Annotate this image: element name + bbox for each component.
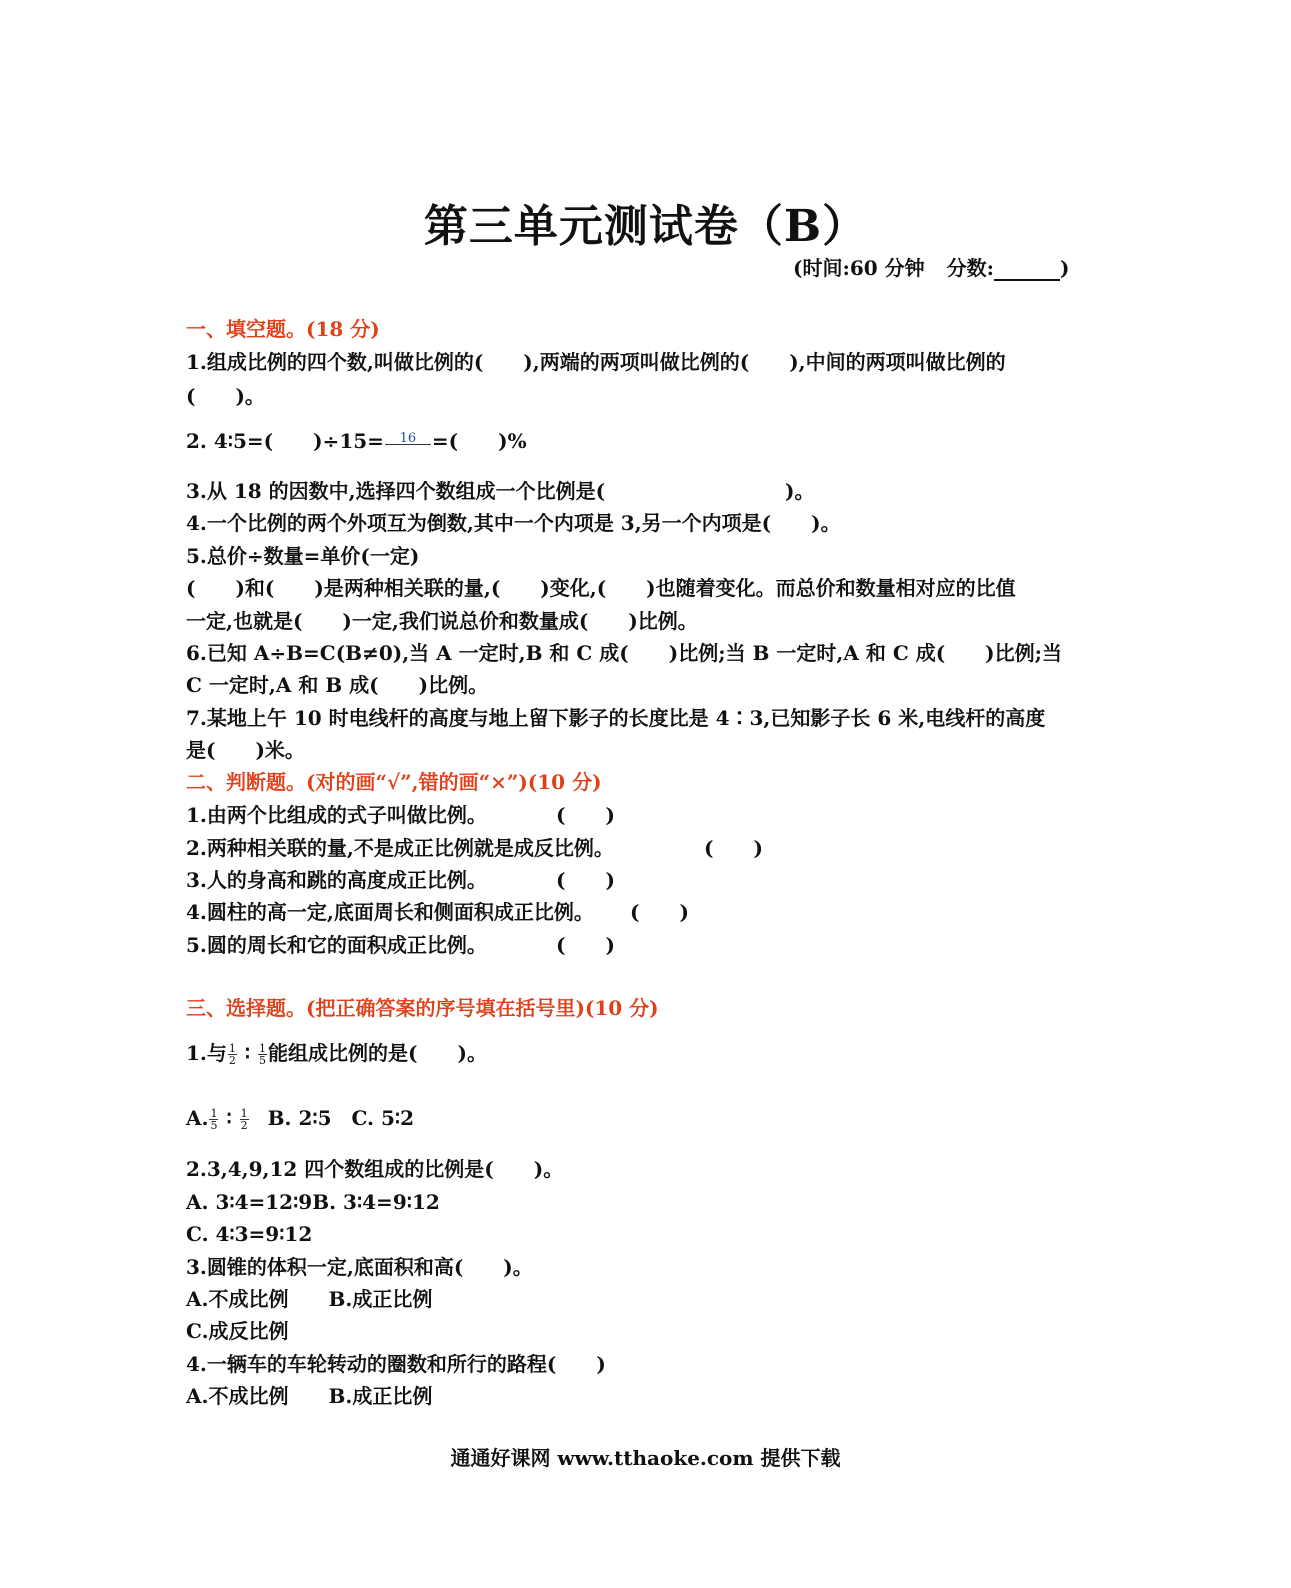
s3-q2-option-c: C. 4∶3=9∶12 (186, 1222, 313, 1246)
s2-item-4: 4.圆柱的高一定,底面周长和侧面积成正比例。 (186, 900, 594, 924)
s2-answer-4[interactable]: ( ) (630, 900, 689, 924)
s1-q2: 2. 4∶5=( )÷15= 16 =( )% (186, 429, 527, 453)
s3-q3: 3.圆锥的体积一定,底面积和高( )。 (186, 1255, 533, 1279)
exam-meta: (时间:60 分钟 分数: ) (793, 256, 1070, 280)
s1-q1-line2: ( )。 (186, 384, 265, 408)
section-2-header: 二、判断题。(对的画“√”,错的画“×”)(10 分) (186, 770, 602, 794)
s2-item-5: 5.圆的周长和它的面积成正比例。 (186, 933, 487, 957)
s3-q2: 2.3,4,9,12 四个数组成的比例是( )。 (186, 1157, 564, 1181)
time-limit: (时间:60 分钟 (793, 256, 925, 280)
fraction: $\frac{1}{5}$ (259, 1042, 267, 1067)
s1-q5-line3: 一定,也就是( )一定,我们说总价和数量成( )比例。 (186, 609, 698, 633)
s3-q3-options-ab: A.不成比例 B.成正比例 (186, 1287, 433, 1311)
section-3-header: 三、选择题。(把正确答案的序号填在括号里)(10 分) (186, 996, 659, 1020)
s2-answer-3[interactable]: ( ) (556, 868, 615, 892)
page-title: 第三单元测试卷（B） (423, 201, 868, 252)
s1-q5-line1: 5.总价÷数量=单价(一定) (186, 544, 420, 568)
s3-q2-options-ab: A. 3∶4=12∶9B. 3∶4=9∶12 (186, 1190, 440, 1214)
footer-credit: 通通好课网 www.tthaoke.com 提供下载 (450, 1446, 841, 1470)
s3-q1-options: A. $\frac{1}{5}$ ∶ $\frac{1}{2}$ B. 2∶5 C. 5∶2 (186, 1106, 415, 1132)
s1-q1-line1: 1.组成比例的四个数,叫做比例的( ),两端的两项叫做比例的( ),中间的两项叫做比例的 (186, 350, 1006, 374)
s1-q3: 3.从 18 的因数中,选择四个数组成一个比例是( )。 (186, 479, 815, 503)
s3-q4: 4.一辆车的车轮转动的圈数和所行的路程( ) (186, 1352, 606, 1376)
score-blank[interactable] (994, 261, 1060, 281)
s2-item-3: 3.人的身高和跳的高度成正比例。 (186, 868, 487, 892)
s2-answer-2[interactable]: ( ) (704, 836, 763, 860)
fraction: $\frac{1}{2}$ (240, 1107, 248, 1132)
s3-q3-option-c: C.成反比例 (186, 1319, 289, 1343)
s1-q7-line1: 7.某地上午 10 时电线杆的高度与地上留下影子的长度比是 4∶3,已知影子长 6 米,电线杆的高度 (186, 706, 1046, 730)
s1-q4: 4.一个比例的两个外项互为倒数,其中一个内项是 3,另一个内项是( )。 (186, 511, 841, 535)
s1-q5-line2: ( )和( )是两种相关联的量,( )变化,( )也随着变化。而总价和数量相对应的比值 (186, 576, 1016, 600)
s1-q6-line2: C 一定时,A 和 B 成( )比例。 (186, 673, 489, 697)
s2-item-2: 2.两种相关联的量,不是成正比例就是成反比例。 (186, 836, 614, 860)
s3-q1: 1.与 $\frac{1}{2}$ ∶ $\frac{1}{5}$ 能组成比例的是( )。 (186, 1041, 487, 1067)
fraction: $\frac{1}{2}$ (228, 1042, 236, 1067)
s2-item-1: 1.由两个比组成的式子叫做比例。 (186, 803, 487, 827)
fraction: $\frac{1}{5}$ (210, 1107, 218, 1132)
score-label: 分数: (946, 256, 995, 280)
s3-q4-options-ab: A.不成比例 B.成正比例 (186, 1384, 433, 1408)
s1-q6-line1: 6.已知 A÷B=C(B≠0),当 A 一定时,B 和 C 成( )比例;当 B 一定时,A 和 C 成( )比例;当 (186, 641, 1063, 665)
section-1-header: 一、填空题。(18 分) (186, 317, 380, 341)
s1-q7-line2: 是( )米。 (186, 738, 305, 762)
s2-answer-5[interactable]: ( ) (556, 933, 615, 957)
s2-answer-1[interactable]: ( ) (556, 803, 615, 827)
fraction: 16 (385, 433, 431, 453)
